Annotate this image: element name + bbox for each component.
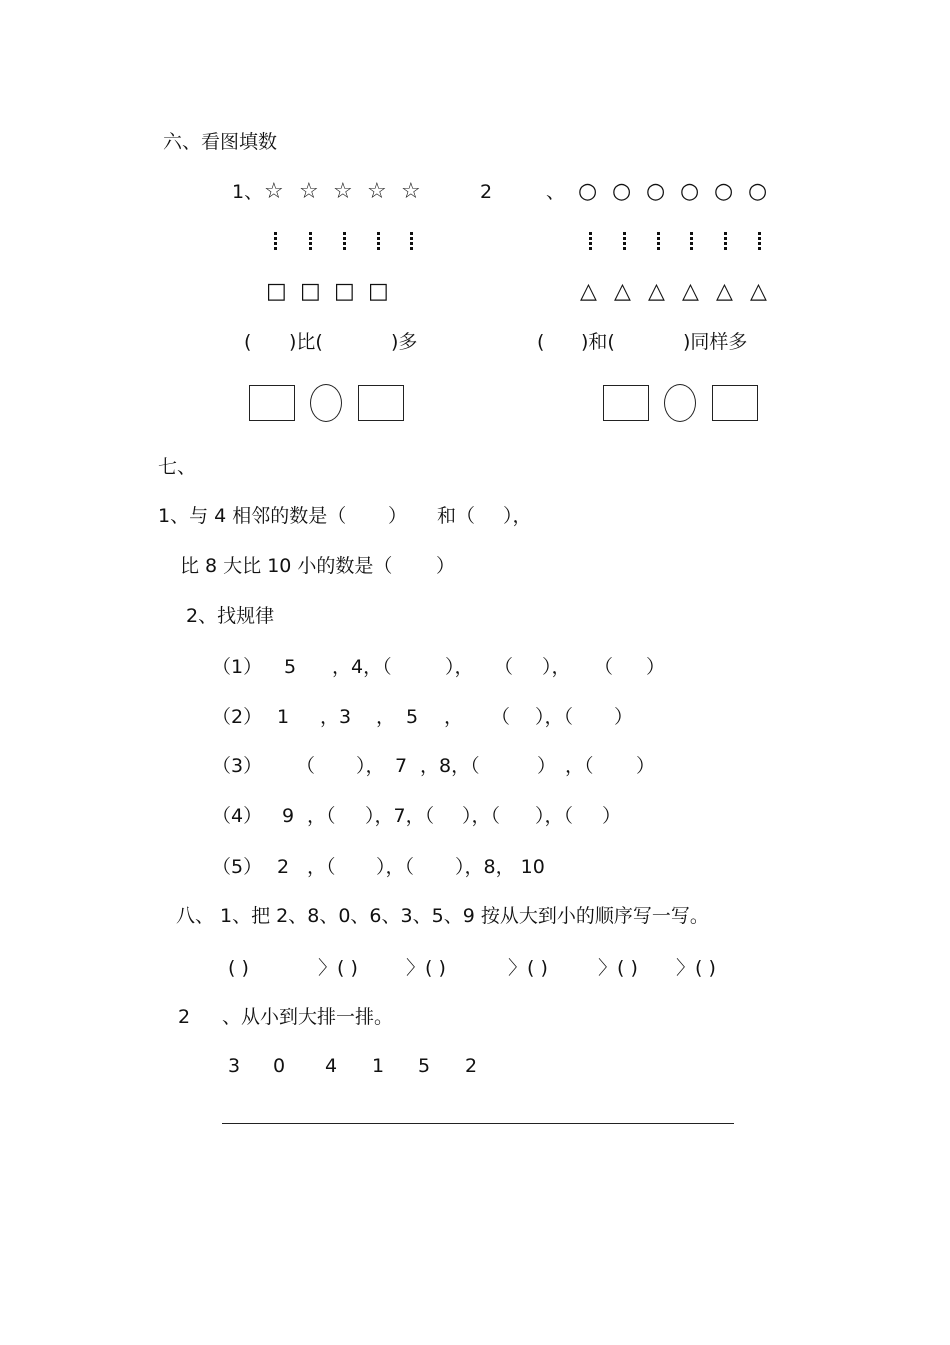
pattern-row-label: （5） [212,856,263,878]
pattern-item: ） [614,706,634,728]
connector-icon [309,232,312,250]
pattern-item: ，（ [307,805,336,827]
square-icon: □ [368,279,389,304]
pattern-item: ，（ [565,755,594,777]
compare-oval[interactable] [664,384,696,422]
pattern-item: 1 [277,706,290,728]
answer-line[interactable] [222,1123,734,1124]
order-slot: 〉( ) [318,957,358,979]
q1-sentence-part: )比( [289,331,323,353]
pattern-item: ） [636,755,656,777]
connector-icon [724,232,727,250]
q1-sentence-part: )多 [391,331,418,353]
circle-icon: ○ [748,179,768,204]
square-icon: □ [300,279,321,304]
circle-icon: ○ [612,179,632,204]
pattern-item: ），（ [462,805,501,827]
pattern-item: （ [594,656,614,678]
pattern-item: ），（ [535,706,574,728]
order-slot: 〉( ) [598,957,638,979]
neighbor-question-part: 和（ [437,505,476,527]
circle-icon: ○ [646,179,666,204]
pattern-item: 5 [406,706,419,728]
pattern-item: ） [646,656,666,678]
square-icon: □ [266,279,287,304]
connector-icon [589,232,592,250]
order-slot: 〉( ) [676,957,716,979]
pattern-item: ） [537,755,557,777]
answer-box[interactable] [603,385,649,421]
pattern-item: ， [376,706,396,728]
pattern-row-label: （4） [212,805,263,827]
connector-icon [377,232,380,250]
answer-box[interactable] [712,385,758,421]
section-8-question-2: 、从小到大排一排。 [222,1006,394,1028]
square-icon: □ [334,279,355,304]
pattern-item: ，4，（ [332,656,392,678]
order-slot: 〉( ) [508,957,548,979]
sort-number: 2 [465,1055,478,1077]
connector-icon [657,232,660,250]
circle-icon: ○ [714,179,734,204]
sort-number: 0 [273,1055,286,1077]
pattern-row-label: （2） [212,706,263,728]
star-icon: ☆ [299,179,319,204]
connector-icon [343,232,346,250]
pattern-item: ），7，（ [365,805,435,827]
triangle-icon: △ [614,279,631,304]
star-icon: ☆ [333,179,353,204]
pattern-item: ，3 [320,706,352,728]
pattern-row-label: （3） [212,755,263,777]
triangle-icon: △ [716,279,733,304]
neighbor-question: 1、与 4 相邻的数是（ [158,505,347,527]
q2-sentence-part: )和( [581,331,615,353]
section-8-question-2-number: 2 [178,1006,191,1028]
between-question-part: ） [436,555,456,577]
pattern-item: 2 [277,856,290,878]
pattern-item: ）， [445,656,474,678]
pattern-item: ）， [356,755,385,777]
pattern-row-label: （1） [212,656,263,678]
neighbor-question-part: ） [388,505,408,527]
q2-sentence-part: ( [537,331,545,353]
triangle-icon: △ [682,279,699,304]
pattern-item: ，（ [307,856,336,878]
between-question: 比 8 大比 10 小的数是（ [180,555,393,577]
pattern-item: 9 [282,805,295,827]
answer-box[interactable] [358,385,404,421]
triangle-icon: △ [750,279,767,304]
connector-icon [410,232,413,250]
connector-icon [623,232,626,250]
pattern-item: （ [491,706,511,728]
connector-icon [274,232,277,250]
connector-icon [758,232,761,250]
pattern-item: ），（ [376,856,415,878]
section-8-question-1: 八、 1、把 2、8、0、6、3、5、9 按从大到小的顺序写一写。 [176,905,709,927]
pattern-item: （ [494,656,514,678]
star-icon: ☆ [367,179,387,204]
section-6-heading: 六、看图填数 [163,131,278,153]
star-icon: ☆ [401,179,421,204]
sort-number: 1 [372,1055,385,1077]
compare-oval[interactable] [310,384,342,422]
pattern-item: ）， [542,656,571,678]
sort-number: 3 [228,1055,241,1077]
pattern-item: ， [444,706,464,728]
q2-number: 2 [480,181,493,203]
triangle-icon: △ [580,279,597,304]
sort-number: 5 [418,1055,431,1077]
q2-sentence-part: )同样多 [683,331,748,353]
circle-icon: ○ [578,179,598,204]
pattern-item: ，8，（ [420,755,480,777]
q1-label: 1、 [232,181,264,203]
order-slot: 〉( ) [406,957,446,979]
star-icon: ☆ [264,179,284,204]
connector-icon [690,232,693,250]
pattern-heading: 2、找规律 [186,605,275,627]
triangle-icon: △ [648,279,665,304]
answer-box[interactable] [249,385,295,421]
circle-icon: ○ [680,179,700,204]
pattern-item: ），8， 10 [455,856,545,878]
pattern-item: ） [602,805,622,827]
neighbor-question-part: ）， [503,505,532,527]
order-slot: ( ) [228,957,249,979]
q1-sentence-part: ( [244,331,252,353]
pattern-item: 5 [284,656,297,678]
sort-number: 4 [325,1055,338,1077]
section-7-heading: 七、 [158,456,197,478]
q2-separator: 、 [546,181,566,203]
pattern-item: （ [296,755,316,777]
pattern-item: ），（ [535,805,574,827]
pattern-item: 7 [395,755,408,777]
